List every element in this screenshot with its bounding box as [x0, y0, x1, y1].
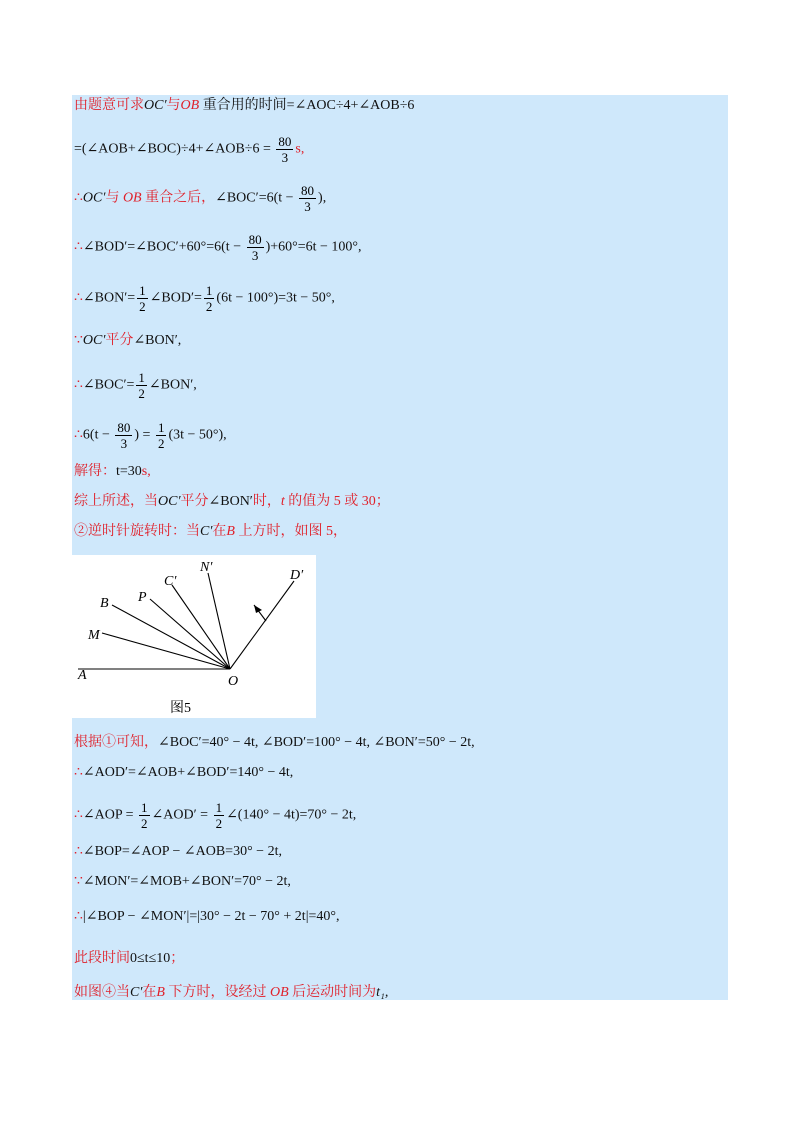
- text-segment: ∵: [74, 333, 83, 348]
- text-segment: ∠BOC′=6(t −: [215, 190, 298, 206]
- text-segment: 在: [212, 524, 227, 539]
- label-C: C′: [164, 574, 177, 589]
- text-segment: 综上所述，当: [74, 494, 158, 509]
- text-segment: t: [280, 494, 285, 509]
- solution-line: [74, 370, 197, 401]
- text-segment: C′: [200, 524, 213, 539]
- text-segment: 的值为 5 或 30；: [284, 494, 390, 509]
- text-segment: 平分: [180, 494, 209, 509]
- text-segment: t₁,: [376, 985, 389, 1000]
- fraction: [276, 134, 293, 165]
- text-segment: 0≤t≤10: [130, 951, 171, 966]
- fraction-denominator: 2: [205, 299, 213, 314]
- text-segment: ∠BOC′=: [82, 377, 135, 393]
- text-segment: OB: [269, 985, 289, 1000]
- text-segment: ②逆时针旋转时：当: [74, 524, 200, 539]
- fraction-numerator: 1: [138, 370, 145, 385]
- text-segment: 由题意可求: [74, 98, 144, 113]
- text-segment: OC′: [82, 333, 106, 348]
- text-segment: ∴: [74, 239, 83, 255]
- text-segment: ∴: [74, 909, 83, 924]
- solution-line: [74, 331, 181, 351]
- fraction-numerator: 1: [215, 800, 223, 815]
- text-segment: OB: [180, 98, 200, 113]
- solution-line: [74, 800, 356, 831]
- fraction-numerator: 80: [248, 232, 262, 247]
- figure-caption: 图5: [170, 701, 191, 716]
- text-segment: (6t − 100°)=3t − 50°,: [216, 290, 335, 306]
- text-segment: =(∠AOB+∠BOC)÷4+∠AOB÷6 =: [74, 141, 275, 157]
- solution-line: [74, 420, 227, 451]
- fraction: [247, 232, 264, 263]
- label-O: O: [228, 674, 239, 689]
- text-segment: |∠BOP − ∠MON′|=|30° − 2t − 70° + 2t|=40°,: [82, 909, 340, 924]
- fraction-numerator: 80: [278, 134, 292, 149]
- label-N: N′: [200, 560, 213, 575]
- fraction: [137, 283, 148, 314]
- text-segment: ∠BOD′=∠BOC′+60°=6(t −: [82, 239, 245, 255]
- text-segment: ∴: [74, 807, 83, 823]
- text-segment: 与: [166, 98, 181, 113]
- text-segment: 6(t −: [82, 427, 114, 443]
- text-segment: C′: [130, 985, 143, 1000]
- fraction-numerator: 1: [141, 800, 148, 815]
- text-segment: 时，: [252, 494, 281, 509]
- text-segment: 在: [142, 985, 157, 1000]
- label-M: M: [88, 628, 100, 643]
- text-segment: ∠BOD′=: [149, 290, 202, 306]
- text-segment: ∴: [74, 290, 83, 306]
- text-segment: 根据①可知，: [74, 735, 158, 750]
- solution-line: [74, 733, 475, 753]
- label-P: P: [138, 590, 147, 605]
- text-segment: 上方时，如图 5，: [234, 524, 347, 539]
- arrow-head: [254, 605, 262, 613]
- text-segment: (3t − 50°),: [168, 427, 227, 443]
- text-segment: 此段时间: [74, 951, 130, 966]
- solution-line: [74, 232, 362, 263]
- fraction-denominator: 3: [304, 199, 311, 214]
- text-segment: 下方时，设经过: [164, 985, 270, 1000]
- solution-panel: [72, 95, 728, 1000]
- ray-OM: [102, 633, 230, 669]
- text-segment: B: [226, 524, 235, 539]
- fraction-denominator: 2: [138, 386, 145, 401]
- fraction: [139, 800, 150, 831]
- text-segment: ∠BOC′=40° − 4t, ∠BOD′=100° − 4t, ∠BON′=50° − 2t,: [158, 735, 475, 750]
- text-segment: 重合用的时间=∠AOC÷4+∠AOB÷6: [199, 98, 415, 113]
- text-segment: ∠AOD′=∠AOB+∠BOD′=140° − 4t,: [82, 765, 294, 780]
- solution-line: [74, 907, 340, 927]
- text-segment: 如图④当: [74, 985, 130, 1000]
- fraction: [214, 800, 225, 831]
- text-segment: ∴: [74, 427, 83, 443]
- text-segment: ∠BON′,: [148, 377, 197, 393]
- fraction-numerator: 80: [301, 183, 315, 198]
- figure-5: [72, 555, 316, 718]
- fraction-denominator: 2: [139, 299, 146, 314]
- solution-line: [74, 763, 293, 783]
- solution-line: [74, 134, 304, 165]
- solution-line: [74, 842, 282, 862]
- fraction-numerator: 1: [139, 283, 146, 298]
- text-segment: t=30: [116, 464, 142, 479]
- solution-line: [74, 462, 151, 482]
- text-segment: ∴: [74, 377, 83, 393]
- text-segment: ∵: [74, 874, 83, 889]
- text-segment: ∠MON′=∠MOB+∠BON′=70° − 2t,: [82, 874, 291, 889]
- text-segment: s,: [141, 464, 151, 479]
- fraction: [156, 420, 167, 451]
- text-segment: ∠AOD′ =: [151, 807, 212, 823]
- figure-5-diagram: [72, 555, 316, 718]
- text-segment: 后运动时间为: [288, 985, 377, 1000]
- text-segment: 解得：: [74, 464, 116, 479]
- text-segment: ；: [170, 951, 185, 966]
- text-segment: B: [156, 985, 165, 1000]
- solution-line: [74, 949, 184, 969]
- text-segment: ∠BON′,: [133, 333, 182, 348]
- solution-line: [74, 983, 388, 1003]
- text-segment: ∠(140° − 4t)=70° − 2t,: [226, 807, 357, 823]
- text-segment: OB: [122, 190, 142, 206]
- fraction-denominator: 2: [141, 816, 148, 831]
- fraction: [115, 420, 132, 451]
- text-segment: ),: [318, 190, 327, 206]
- text-segment: ∠BOP=∠AOP − ∠AOB=30° − 2t,: [82, 844, 282, 859]
- fraction-numerator: 80: [117, 420, 131, 435]
- solution-line: [74, 283, 335, 314]
- ray-OC: [172, 585, 230, 669]
- fraction-denominator: 3: [251, 248, 259, 263]
- fraction: [299, 183, 316, 214]
- solution-line: [74, 872, 291, 892]
- label-B: B: [100, 596, 109, 611]
- text-segment: ) =: [134, 427, 154, 443]
- label-D: D′: [290, 568, 304, 583]
- text-segment: OC′: [144, 98, 167, 113]
- fraction-denominator: 3: [281, 150, 289, 165]
- text-segment: ∴: [74, 765, 83, 780]
- ray-OB: [112, 605, 230, 669]
- text-segment: OC′: [158, 494, 181, 509]
- fraction-numerator: 1: [157, 420, 165, 435]
- text-segment: 平分: [105, 333, 134, 348]
- ray-ON: [208, 573, 230, 669]
- text-segment: 与: [105, 190, 123, 206]
- solution-line: [74, 522, 347, 542]
- text-segment: s,: [295, 141, 305, 157]
- fraction-numerator: 1: [205, 283, 213, 298]
- text-segment: ∠BON′=: [82, 290, 136, 306]
- text-segment: OC′: [82, 190, 106, 206]
- solution-line: [74, 96, 414, 116]
- text-segment: )+60°=6t − 100°,: [265, 239, 362, 255]
- label-A: A: [78, 668, 87, 683]
- text-segment: ∠AOP =: [82, 807, 138, 823]
- text-segment: ∴: [74, 844, 83, 859]
- ray-OP: [150, 599, 230, 669]
- ray-OD: [230, 581, 294, 669]
- fraction-denominator: 2: [215, 816, 223, 831]
- text-segment: ∴: [74, 190, 83, 206]
- fraction-denominator: 2: [157, 436, 165, 451]
- fraction: [204, 283, 215, 314]
- fraction-denominator: 3: [120, 436, 128, 451]
- solution-line: [74, 183, 326, 214]
- solution-line: [74, 492, 390, 512]
- text-segment: 重合之后，: [141, 190, 216, 206]
- text-segment: ∠BON′: [208, 494, 253, 509]
- fraction: [136, 370, 147, 401]
